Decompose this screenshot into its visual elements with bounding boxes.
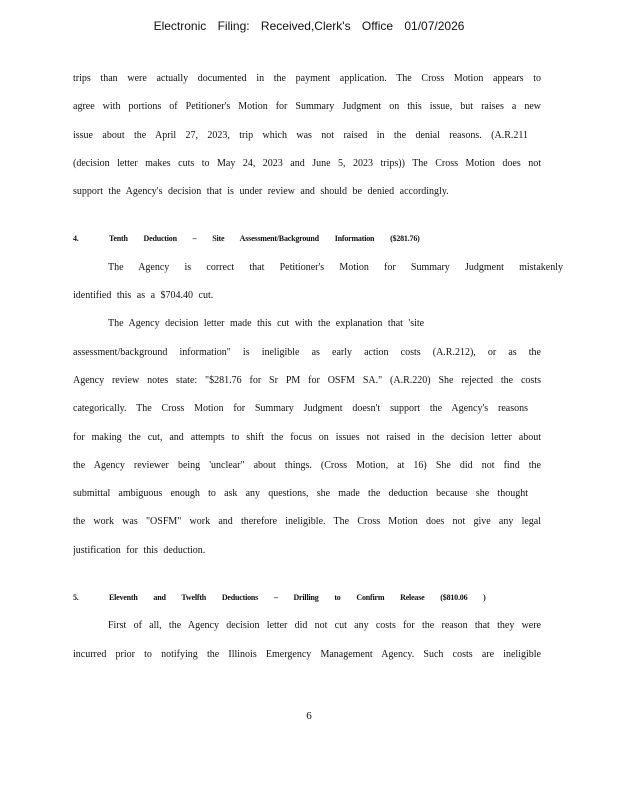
section-number: 4. bbox=[73, 234, 79, 244]
text-line: assessment/background information" is ineligible as early action costs (A.R.212), or as the bbox=[73, 346, 541, 358]
text-line: identified this as a $704.40 cut. bbox=[73, 290, 214, 302]
page-number: 6 bbox=[306, 710, 312, 722]
text-line: First of all, the Agency decision letter did not cut any costs for the reason that they were bbox=[108, 620, 541, 632]
text-line: issue about the April 27, 2023, trip which was not raised in the denial reasons. (A.R.211 bbox=[73, 129, 528, 141]
text-line: for making the cut, and attempts to shift the focus on issues not raised in the decision letter about bbox=[73, 431, 541, 443]
text-line: the Agency reviewer being 'unclear" about things. (Cross Motion, at 16) She did not find the bbox=[73, 459, 541, 471]
text-line: support the Agency's decision that is under review and should be denied accordingly. bbox=[73, 186, 449, 198]
text-line: Agency review notes state: "$281.76 for Sr PM for OSFM SA." (A.R.220) She rejected the costs bbox=[73, 374, 541, 386]
text-line: The Agency decision letter made this cut with the explanation that 'site bbox=[108, 318, 425, 330]
text-line: categorically. The Cross Motion for Summary Judgment doesn't support the Agency's reasons bbox=[73, 403, 528, 415]
section-heading-4 bbox=[73, 230, 541, 258]
section-number: 5. bbox=[73, 593, 79, 603]
text-line: incurred prior to notifying the Illinois Emergency Management Agency. Such costs are ineligible bbox=[73, 648, 541, 660]
text-line: (decision letter makes cuts to May 24, 2023 and June 5, 2023 trips)) The Cross Motion does not bbox=[73, 157, 541, 169]
document-body bbox=[73, 70, 563, 674]
section4-paragraph-1 bbox=[73, 259, 563, 316]
filing-header: Electronic Filing: Received,Clerk's Office 01/07/2026 bbox=[153, 19, 465, 33]
section4-paragraph-2 bbox=[73, 315, 541, 570]
text-line: the work was "OSFM" work and therefore ineligible. The Cross Motion does not give any legal bbox=[73, 516, 541, 528]
section-title: Tenth Deduction – Site Assessment/Background Information ($281.76) bbox=[109, 234, 420, 244]
section-heading-5 bbox=[73, 589, 541, 617]
text-line: trips than were actually documented in the payment application. The Cross Motion appears to bbox=[73, 73, 541, 84]
paragraph-top bbox=[73, 70, 541, 211]
text-line: agree with portions of Petitioner's Motion for Summary Judgment on this issue, but raises a new bbox=[73, 101, 541, 113]
text-line: justification for this deduction. bbox=[73, 544, 206, 556]
section5-paragraph-1 bbox=[73, 617, 541, 674]
text-line: The Agency is correct that Petitioner's Motion for Summary Judgment mistakenly bbox=[108, 261, 563, 273]
text-line: submittal ambiguous enough to ask any questions, she made the deduction because she thought bbox=[73, 488, 528, 500]
section-title: Eleventh and Twelfth Deductions – Drilling to Confirm Release ($810.06 ) bbox=[109, 593, 486, 603]
